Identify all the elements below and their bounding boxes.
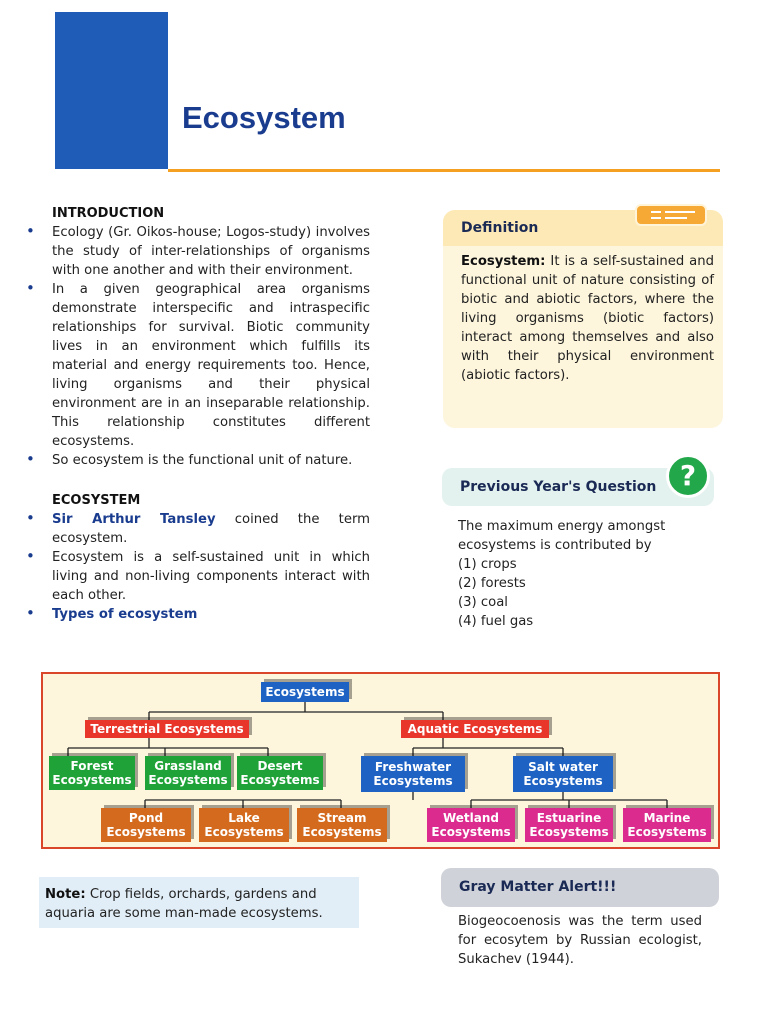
node-terrestrial: Terrestrial Ecosystems: [85, 720, 249, 738]
node-wetland: Wetland Ecosystems: [427, 808, 515, 842]
definition-tab-icon: [635, 204, 707, 226]
node-forest: Forest Ecosystems: [49, 756, 135, 790]
gray-matter-header: [441, 868, 719, 907]
note-label: Note:: [45, 887, 86, 902]
left-column: [26, 204, 370, 624]
gray-matter-body: Biogeocoenosis was the term used for ecosytem by Russian ecologist, Sukachev (1944).: [458, 914, 702, 967]
note-text: Crop fields, orchards, gardens and aquaria are some man-made ecosystems.: [45, 887, 323, 921]
pyq-title: Previous Year's Question: [460, 479, 657, 495]
list-item: • Ecosystem is a self-sustained unit in which living and non-living components interact with each other.: [26, 548, 370, 605]
definition-box: [443, 210, 723, 428]
pyq-body: [458, 517, 706, 631]
question-icon: ?: [666, 454, 710, 498]
ecosystem-heading: ECOSYSTEM: [52, 493, 141, 508]
pyq-question: The maximum energy amongst ecosystems is contributed by: [458, 519, 666, 553]
list-item: [26, 605, 370, 624]
pyq-option: (4) fuel gas: [458, 614, 534, 629]
definition-text: It is a self-sustained and functional unit of nature consisting of biotic and abiotic factors, where the living organisms (biotic factors) interact among themselves and also with their physical environment (abiotic factors).: [461, 254, 714, 383]
note-box: [39, 877, 359, 928]
node-pond: Pond Ecosystems: [101, 808, 191, 842]
tansley-name: Sir Arthur Tansley: [52, 512, 216, 527]
introduction-list: [26, 223, 370, 470]
title-divider: [168, 169, 720, 172]
list-item: • In a given geographical area organisms demonstrate interspecific and intraspecific relationships for survival. Biotic community lives in an environment which fulfills its material and energy requirements too. Hence, living organisms and their physical environment are in an inseparable relationship. This relationship constitutes different ecosystems.: [26, 280, 370, 451]
definition-term: Ecosystem:: [461, 254, 546, 269]
types-label: Types of ecosystem: [52, 607, 198, 622]
node-desert: Desert Ecosystems: [237, 756, 323, 790]
page-title: Ecosystem: [182, 100, 346, 135]
node-ecosystems: Ecosystems: [261, 682, 349, 702]
node-freshwater: Freshwater Ecosystems: [361, 756, 465, 792]
pyq-option: (1) crops: [458, 557, 517, 572]
definition-title: Definition: [461, 220, 539, 236]
pyq-header: [442, 459, 714, 506]
pyq-option: (2) forests: [458, 576, 526, 591]
ecosystem-list: [26, 510, 370, 624]
introduction-heading: INTRODUCTION: [52, 206, 165, 221]
list-item: • Ecology (Gr. Oikos-house; Logos-study) involves the study of inter-relationships of organisms with one another and with their environment.: [26, 223, 370, 280]
node-estuarine: Estuarine Ecosystems: [525, 808, 613, 842]
header-blue-block: [55, 12, 168, 169]
list-item: [26, 510, 370, 548]
tansley-text: coined the term ecosystem.: [52, 512, 370, 546]
node-saltwater: Salt water Ecosystems: [513, 756, 613, 792]
node-marine: Marine Ecosystems: [623, 808, 711, 842]
pyq-option: (3) coal: [458, 595, 508, 610]
definition-body: [461, 252, 714, 385]
list-item: • So ecosystem is the functional unit of nature.: [26, 451, 370, 470]
ecosystem-diagram: [41, 672, 720, 849]
node-aquatic: Aquatic Ecosystems: [401, 720, 549, 738]
node-lake: Lake Ecosystems: [199, 808, 289, 842]
gray-matter-title: Gray Matter Alert!!!: [459, 879, 617, 895]
node-stream: Stream Ecosystems: [297, 808, 387, 842]
node-grassland: Grassland Ecosystems: [145, 756, 231, 790]
